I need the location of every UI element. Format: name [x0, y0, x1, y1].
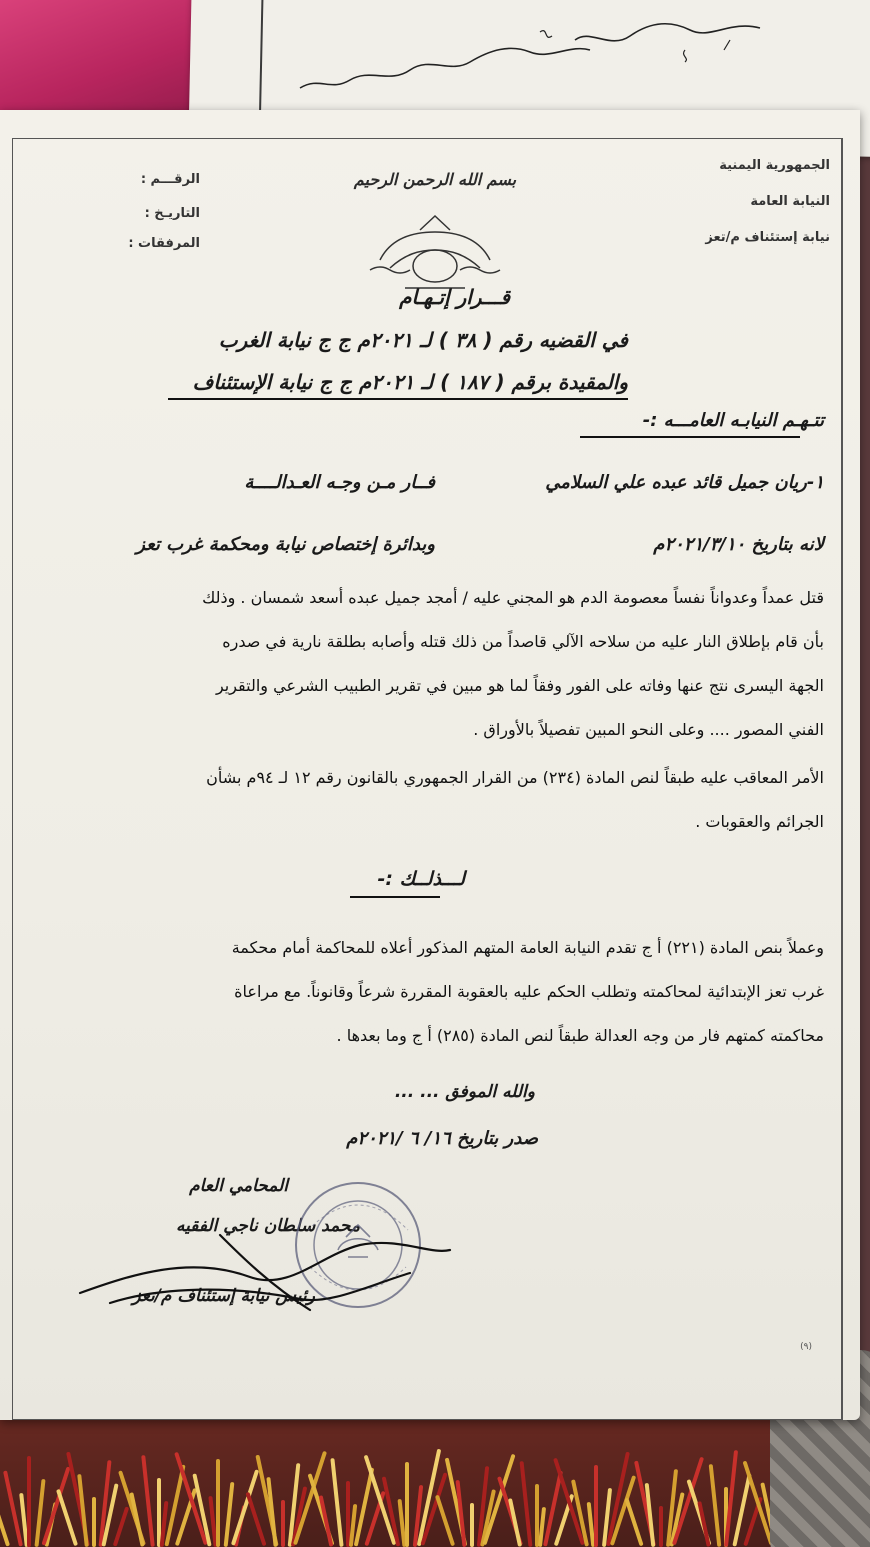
- fringe-thread: [624, 1498, 643, 1547]
- accused-status: فــار مـن وجـه العـدالــــة: [244, 472, 435, 493]
- fringe-thread: [319, 1495, 334, 1547]
- facts-line: الجهة اليسرى نتج عنها وفاته على الفور وفقاً لما هو مبين في تقرير الطبيب الشرعي والتقرير: [215, 676, 824, 695]
- fringe-thread: [231, 1469, 259, 1545]
- accuses-heading: تتـهـم النيابـه العامـــه :-: [642, 410, 824, 431]
- fringe-thread: [281, 1500, 285, 1547]
- signature-role: المحامي العام: [189, 1176, 288, 1196]
- fringe-thread: [435, 1495, 455, 1547]
- yemen-emblem-icon: [350, 170, 520, 300]
- fringe-thread: [27, 1456, 31, 1547]
- header-authority: النيابة العامة: [750, 194, 830, 209]
- decision-line: محاكمته كمتهم فار من وجه العدالة طبقاً لنص المادة (٢٨٥) أ ج وما بعدها .: [336, 1026, 824, 1045]
- fringe-thread: [659, 1506, 663, 1547]
- fringe-thread: [41, 1466, 70, 1545]
- fringe-thread: [113, 1506, 129, 1546]
- therefore-heading: لـــذلــك :-: [377, 868, 465, 890]
- fringe-thread: [594, 1465, 598, 1547]
- title-underline: [168, 398, 628, 400]
- page-corner-mark: (٩): [800, 1342, 812, 1352]
- basmala: بسم الله الرحمن الرحيم: [353, 170, 517, 189]
- fringe-thread: [129, 1492, 144, 1547]
- background-table: [0, 1400, 870, 1547]
- accused-name: ١-ريان جميل قائد عبده علي السلامي: [545, 472, 824, 493]
- header-number-label: الرقـــم :: [140, 172, 200, 187]
- fringe-thread: [245, 1492, 266, 1546]
- incident-date: لانه بتاريخ ٢٠٢١/٣/١٠م: [653, 534, 824, 555]
- fringe-thread: [470, 1503, 474, 1547]
- fringe-thread: [92, 1497, 96, 1547]
- title-case-number: في القضيه رقم ( ٣٨ ) لـ ٢٠٢١م ج ج نيابة الغرب: [218, 328, 628, 352]
- fringe-thread: [0, 1507, 10, 1546]
- signature-name: محمد سلطان ناجي الفقيه: [175, 1216, 360, 1236]
- title-registration-number: والمقيدة برقم ( ١٨٧ ) لـ ٢٠٢١م ج ج نيابة الإستئناف: [192, 370, 628, 394]
- facts-line: الفني المصور .... وعلى النحو المبين تفصيلاً بالأوراق .: [473, 720, 824, 739]
- handwritten-note-scribble: [290, 10, 770, 100]
- fringe-thread: [709, 1464, 722, 1547]
- fringe-thread: [141, 1455, 155, 1547]
- facts-line: الجرائم والعقوبات .: [695, 812, 824, 831]
- signature-position: رئيس نيابة إستئناف م/تعز: [132, 1286, 315, 1306]
- accuses-underline: [580, 436, 800, 438]
- facts-line: قتل عمداً وعدواناً نفساً معصومة الدم هو المجني عليه / أمجد جميل عبده أسعد شمسان . وذلك: [202, 588, 824, 607]
- header-attachments-label: المرفقات :: [128, 236, 200, 251]
- fringe-thread: [405, 1462, 409, 1547]
- facts-line: بأن قام بإطلاق النار عليه من سلاحه الآلي قاصداً من ذلك قتله وأصابه بطلقة نارية في صدره: [222, 632, 824, 651]
- title-decision: قـــرار إتـهـام: [399, 285, 510, 309]
- facts-line: الأمر المعاقب عليه طبقاً لنص المادة (٢٣٤) من القرار الجمهوري بالقانون رقم ١٢ لـ ٩٤م بشأن: [206, 768, 824, 787]
- decision-line: غرب تعز الإبتدائية لمحاكمته وتطلب الحكم عليه بالعقوبة المقررة شرعاً وقانوناً. مع مراعاة: [234, 982, 824, 1001]
- handwritten-signature: [70, 1215, 460, 1325]
- fringe-thread: [697, 1501, 710, 1547]
- fringe-thread: [520, 1461, 533, 1547]
- decision-line: وعملاً بنص المادة (٢٢١) أ ج تقدم النيابة العامة المتهم المذكور أعلاه للمحاكمة أمام محكمة: [231, 938, 824, 957]
- incident-jurisdiction: وبدائرة إختصاص نيابة ومحكمة غرب تعز: [136, 534, 435, 555]
- issued-date: صدر بتاريخ ١٦/ ٦ /٢٠٢١م: [346, 1128, 538, 1149]
- fringe-thread: [330, 1458, 343, 1547]
- therefore-underline: [350, 896, 440, 898]
- header-country: الجمهورية اليمنية: [719, 158, 830, 173]
- fringe-thread: [508, 1498, 522, 1547]
- header-office: نيابة إستئناف م/تعز: [705, 230, 830, 245]
- header-date-label: التاريـخ :: [144, 206, 200, 221]
- closing-phrase: والله الموفق ... ...: [394, 1082, 535, 1102]
- fringe-thread: [216, 1459, 220, 1547]
